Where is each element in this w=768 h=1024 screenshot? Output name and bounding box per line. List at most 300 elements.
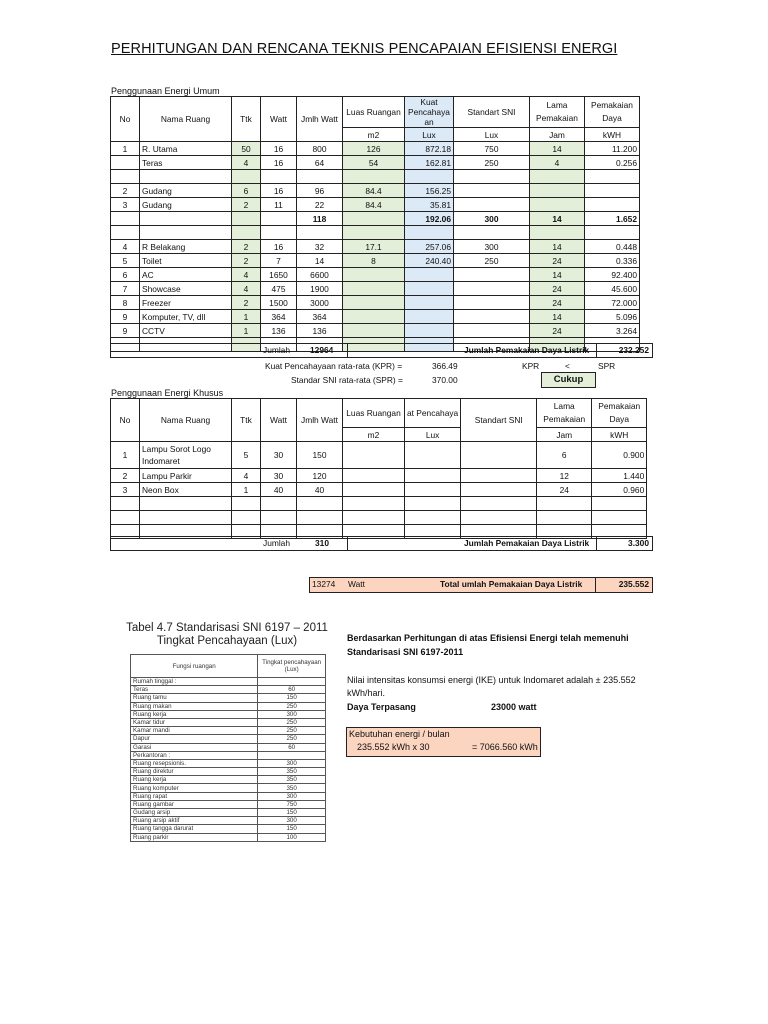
table-row — [111, 324, 640, 338]
ref-cell: 250 — [258, 702, 326, 710]
table-cell: 0.256 — [585, 156, 640, 170]
ref-cell: Ruang parkir — [131, 833, 258, 841]
table-cell — [140, 497, 232, 511]
header-lama: Lama Pemakaian — [537, 399, 592, 428]
table-cell — [297, 497, 343, 511]
ref-title: Tabel 4.7 Standarisasi SNI 6197 – 2011 Tingkat Pencahayaan (Lux) — [126, 622, 328, 647]
table-cell: 4 — [530, 156, 585, 170]
divider — [596, 536, 597, 550]
ref-cell — [258, 751, 326, 759]
kebutuhan-calc: 235.552 kWh x 30 — [357, 742, 430, 752]
table-cell — [461, 469, 537, 483]
ref-header-fungsi: Fungsi ruangan — [131, 655, 258, 678]
jumlah-label: Jumlah — [263, 345, 290, 355]
kpr-label: Kuat Pencahayaan rata-rata (KPR) = — [265, 361, 403, 371]
table-row — [111, 198, 640, 212]
table-cell: 1 — [111, 142, 140, 156]
table-cell — [140, 170, 232, 184]
ref-row — [131, 817, 326, 825]
header-nama-ruang: Nama Ruang — [140, 97, 232, 142]
table-cell — [454, 296, 530, 310]
header-nama-ruang: Nama Ruang — [140, 399, 232, 442]
ref-cell: Ruang direktur — [131, 768, 258, 776]
table-cell — [261, 497, 297, 511]
table-row — [111, 226, 640, 240]
unit-kwh: kWH — [585, 128, 640, 142]
table-cell — [405, 226, 454, 240]
table-row — [111, 282, 640, 296]
table-cell: 4 — [111, 240, 140, 254]
table-cell — [232, 511, 261, 525]
table-cell — [405, 483, 461, 497]
table-cell — [537, 511, 592, 525]
table-cell: Teras — [140, 156, 232, 170]
divider — [347, 536, 348, 550]
table-row — [111, 142, 640, 156]
table-cell — [111, 156, 140, 170]
table-cell — [405, 310, 454, 324]
table-cell — [405, 296, 454, 310]
table-cell: 14 — [530, 268, 585, 282]
table-cell — [405, 324, 454, 338]
jumlah-daya-value: 232.252 — [618, 345, 649, 355]
table-cell: 126 — [343, 142, 405, 156]
header-kuat: Kuat Pencahaya an — [405, 97, 454, 128]
table-cell: 4 — [232, 469, 261, 483]
kebutuhan-result: = 7066.560 kWh — [472, 742, 538, 752]
table-cell: 3 — [111, 198, 140, 212]
table-cell: 22 — [297, 198, 343, 212]
spr-label: Standar SNI rata-rata (SPR) = — [291, 375, 403, 385]
table-cell: 14 — [530, 310, 585, 324]
ref-cell: 300 — [258, 792, 326, 800]
table-cell: 14 — [297, 254, 343, 268]
table-cell — [592, 511, 647, 525]
unit-m2: m2 — [343, 428, 405, 442]
total-label: Total umlah Pemakaian Daya Listrik — [440, 579, 583, 589]
header-luas: Luas Ruangan — [343, 97, 405, 128]
table-cell — [454, 170, 530, 184]
table-cell: 0.900 — [592, 442, 647, 469]
jumlah-daya-label: Jumlah Pemakaian Daya Listrik — [464, 345, 590, 355]
sni-reference-image — [118, 622, 336, 854]
header-no: No — [111, 97, 140, 142]
table-cell: 3.264 — [585, 324, 640, 338]
spr-value: 370.00 — [432, 375, 458, 385]
table-cell: Toilet — [140, 254, 232, 268]
table-cell: 2 — [232, 254, 261, 268]
ref-cell: 300 — [258, 759, 326, 767]
jumlah-khusus-row — [110, 536, 653, 551]
ref-cell: 150 — [258, 809, 326, 817]
ref-cell: Perkantoran : — [131, 751, 258, 759]
table-cell: 156.25 — [405, 184, 454, 198]
header-pemakaian: Pemakaian Daya — [585, 97, 640, 128]
table-cell: 300 — [454, 212, 530, 226]
unit-lux: Lux — [405, 428, 461, 442]
table-cell: 2 — [111, 184, 140, 198]
table-cell — [232, 226, 261, 240]
total-value: 235.552 — [618, 579, 649, 589]
header-ttk: Ttk — [232, 97, 261, 142]
table-cell: 16 — [261, 240, 297, 254]
table-cell: 8 — [111, 296, 140, 310]
table-row — [111, 254, 640, 268]
table-cell — [140, 212, 232, 226]
table-cell: 257.06 — [405, 240, 454, 254]
table-cell — [585, 184, 640, 198]
ref-cell: 350 — [258, 768, 326, 776]
table-cell — [261, 170, 297, 184]
table-cell: Neon Box — [140, 483, 232, 497]
ref-cell: Ruang kerja — [131, 710, 258, 718]
table-cell: 118 — [297, 212, 343, 226]
table-cell — [405, 442, 461, 469]
table-cell — [461, 483, 537, 497]
jumlah-watt-value: 310 — [315, 538, 329, 548]
unit-jam: Jam — [537, 428, 592, 442]
table-cell — [454, 268, 530, 282]
table-cell: 14 — [530, 240, 585, 254]
ref-cell: Ruang kerja — [131, 776, 258, 784]
total-watt: 13274 — [312, 579, 336, 589]
table-row — [111, 483, 647, 497]
table-cell: 84.4 — [343, 198, 405, 212]
table-row — [111, 240, 640, 254]
table-cell: CCTV — [140, 324, 232, 338]
table-cell: Freezer — [140, 296, 232, 310]
table-cell — [111, 511, 140, 525]
header-watt: Watt — [261, 399, 297, 442]
table-cell: 800 — [297, 142, 343, 156]
table-cell: R Belakang — [140, 240, 232, 254]
table-cell: 1 — [111, 442, 140, 469]
table-cell: 14 — [530, 212, 585, 226]
ref-cell: Ruang makan — [131, 702, 258, 710]
ref-cell: 100 — [258, 833, 326, 841]
ref-cell: Rumah tinggal : — [131, 678, 258, 686]
table-cell: 240.40 — [405, 254, 454, 268]
ref-cell: 250 — [258, 727, 326, 735]
ref-cell: 60 — [258, 686, 326, 694]
kpr-symbol: KPR — [522, 361, 540, 371]
ref-row — [131, 727, 326, 735]
table-cell: 16 — [261, 142, 297, 156]
ref-row — [131, 792, 326, 800]
table-cell: 300 — [454, 240, 530, 254]
unit-kwh: kWH — [592, 428, 647, 442]
ref-row — [131, 809, 326, 817]
table-cell: 150 — [297, 442, 343, 469]
ref-row — [131, 743, 326, 751]
table-cell: 250 — [454, 254, 530, 268]
table-cell: Lampu Sorot Logo Indomaret — [140, 442, 232, 469]
table-cell: 2 — [232, 296, 261, 310]
table-cell: 1500 — [261, 296, 297, 310]
table-cell: 6600 — [297, 268, 343, 282]
header-kuat: at Pencahaya — [405, 399, 461, 428]
table-cell — [405, 511, 461, 525]
table-cell — [343, 324, 405, 338]
table-cell: 1 — [232, 310, 261, 324]
table-cell: 192.06 — [405, 212, 454, 226]
header-no: No — [111, 399, 140, 442]
note-line4: kWh/hari. — [347, 688, 386, 698]
kebutuhan-label: Kebutuhan energi / bulan — [349, 729, 450, 739]
table-cell — [530, 198, 585, 212]
table-cell: AC — [140, 268, 232, 282]
table-row — [111, 296, 640, 310]
table-row — [111, 212, 640, 226]
ref-cell: Kamar tidur — [131, 718, 258, 726]
table-cell: 136 — [261, 324, 297, 338]
total-watt-unit: Watt — [348, 579, 365, 589]
table-cell: 750 — [454, 142, 530, 156]
table-cell: 30 — [261, 442, 297, 469]
daya-terpasang-label: Daya Terpasang — [347, 702, 416, 712]
table-cell: 136 — [297, 324, 343, 338]
jumlah-daya-value: 3.300 — [628, 538, 649, 548]
ref-row — [131, 718, 326, 726]
ref-row — [131, 678, 326, 686]
ref-table — [130, 654, 326, 842]
kpr-value: 366.49 — [432, 361, 458, 371]
ref-cell: 350 — [258, 784, 326, 792]
table-cell: R. Utama — [140, 142, 232, 156]
table-cell — [461, 497, 537, 511]
ref-cell: 750 — [258, 800, 326, 808]
table-cell: 84.4 — [343, 184, 405, 198]
table-cell: 2 — [232, 240, 261, 254]
table-cell: 11.200 — [585, 142, 640, 156]
table-cell: 24 — [530, 254, 585, 268]
table-cell: 54 — [343, 156, 405, 170]
ref-cell: 60 — [258, 743, 326, 751]
total-row — [309, 577, 653, 593]
table-cell — [405, 268, 454, 282]
ref-header-tingkat: Tingkat pencahayaan (Lux) — [258, 655, 326, 678]
table-cell — [343, 483, 405, 497]
table-cell: 2 — [232, 198, 261, 212]
table-cell — [530, 170, 585, 184]
table-cell — [111, 212, 140, 226]
table-cell — [454, 310, 530, 324]
table-cell — [343, 170, 405, 184]
ref-cell: Garasi — [131, 743, 258, 751]
table-cell — [343, 310, 405, 324]
table-cell: 4 — [232, 282, 261, 296]
ref-cell: 250 — [258, 735, 326, 743]
ref-row — [131, 776, 326, 784]
table-row — [111, 469, 647, 483]
table-cell: 17.1 — [343, 240, 405, 254]
table-cell — [261, 212, 297, 226]
jumlah-umum-row — [110, 343, 653, 358]
table-cell: 2 — [111, 469, 140, 483]
section-umum-label: Penggunaan Energi Umum — [111, 86, 220, 96]
ref-cell: Ruang tangga darurat — [131, 825, 258, 833]
table-cell — [405, 170, 454, 184]
table-cell: 92.400 — [585, 268, 640, 282]
ref-cell: Dapur — [131, 735, 258, 743]
table-cell: 5 — [232, 442, 261, 469]
header-luas: Luas Ruangan — [343, 399, 405, 428]
note-line2: Standarisasi SNI 6197-2011 — [347, 647, 464, 657]
table-cell: 7 — [111, 282, 140, 296]
table-cell: 16 — [261, 156, 297, 170]
table-cell — [343, 442, 405, 469]
ref-cell: Ruang rapat — [131, 792, 258, 800]
table-cell: 0.448 — [585, 240, 640, 254]
note-line3: Nilai intensitas konsumsi energi (IKE) untuk Indomaret adalah ± 235.552 — [347, 675, 636, 685]
table-cell — [261, 226, 297, 240]
ref-cell: 250 — [258, 718, 326, 726]
section-khusus-label: Penggunaan Energi Khusus — [111, 388, 224, 398]
table-cell: 1650 — [261, 268, 297, 282]
table-cell — [461, 511, 537, 525]
table-cell: 9 — [111, 324, 140, 338]
divider — [596, 343, 597, 357]
table-cell: 4 — [232, 268, 261, 282]
ref-cell: 300 — [258, 710, 326, 718]
ref-row — [131, 751, 326, 759]
table-cell: 0.336 — [585, 254, 640, 268]
table-cell: 24 — [530, 296, 585, 310]
table-cell: 1.440 — [592, 469, 647, 483]
kebutuhan-box — [346, 727, 541, 757]
table-cell: 872.18 — [405, 142, 454, 156]
unit-lux-sni: Lux — [454, 128, 530, 142]
table-cell — [530, 226, 585, 240]
table-cell: 30 — [261, 469, 297, 483]
table-cell: 1 — [232, 324, 261, 338]
header-sni: Standart SNI — [461, 399, 537, 442]
table-row — [111, 268, 640, 282]
ref-row — [131, 833, 326, 841]
table-cell: 72.000 — [585, 296, 640, 310]
table-cell: 5 — [111, 254, 140, 268]
table-cell: Komputer, TV, dll — [140, 310, 232, 324]
table-cell — [454, 198, 530, 212]
daya-terpasang-value: 23000 watt — [491, 702, 537, 712]
table-row — [111, 170, 640, 184]
ref-cell: 150 — [258, 694, 326, 702]
table-cell: 1 — [232, 483, 261, 497]
table-cell: 40 — [261, 483, 297, 497]
table-cell — [343, 469, 405, 483]
energy-general-table — [110, 96, 640, 352]
table-cell: 14 — [530, 142, 585, 156]
table-cell — [343, 511, 405, 525]
table-cell: 12 — [537, 469, 592, 483]
table-cell — [140, 226, 232, 240]
unit-lux: Lux — [405, 128, 454, 142]
ref-cell: Ruang komputer — [131, 784, 258, 792]
header-pemakaian: Pemakaian Daya — [592, 399, 647, 428]
ref-cell: Gudang arsip — [131, 809, 258, 817]
table-cell — [585, 170, 640, 184]
header-jmlh-watt: Jmlh Watt — [297, 97, 343, 142]
table-cell — [111, 497, 140, 511]
table-cell — [585, 198, 640, 212]
table-row — [111, 156, 640, 170]
ref-row — [131, 686, 326, 694]
table-cell — [454, 324, 530, 338]
table-cell — [232, 212, 261, 226]
header-ttk: Ttk — [232, 399, 261, 442]
table-cell: 24 — [530, 324, 585, 338]
table-cell — [297, 226, 343, 240]
spr-symbol: SPR — [598, 361, 616, 371]
table-cell: 4 — [232, 156, 261, 170]
table-cell — [232, 497, 261, 511]
table-cell — [111, 226, 140, 240]
header-sni: Standart SNI — [454, 97, 530, 128]
table-cell — [343, 212, 405, 226]
table-cell: Gudang — [140, 184, 232, 198]
jumlah-watt-value: 12964 — [310, 345, 334, 355]
table-cell — [343, 497, 405, 511]
table-cell — [343, 282, 405, 296]
ref-row — [131, 825, 326, 833]
unit-jam: Jam — [530, 128, 585, 142]
jumlah-label: Jumlah — [263, 538, 290, 548]
table-cell: 364 — [261, 310, 297, 324]
table-cell: 9 — [111, 310, 140, 324]
ref-cell: Ruang gambar — [131, 800, 258, 808]
table-cell — [343, 268, 405, 282]
divider — [347, 343, 348, 357]
ref-cell: Kamar mandi — [131, 727, 258, 735]
result-badge: Cukup — [541, 372, 596, 388]
header-jmlh-watt: Jmlh Watt — [297, 399, 343, 442]
ref-cell: 300 — [258, 817, 326, 825]
table-cell: 1.652 — [585, 212, 640, 226]
table-cell: 35.81 — [405, 198, 454, 212]
table-cell: 6 — [111, 268, 140, 282]
table-cell: 1900 — [297, 282, 343, 296]
table-cell: 250 — [454, 156, 530, 170]
ref-row — [131, 710, 326, 718]
table-cell — [405, 282, 454, 296]
table-cell — [585, 226, 640, 240]
energy-special-table — [110, 398, 647, 539]
table-cell: 50 — [232, 142, 261, 156]
ref-row — [131, 735, 326, 743]
table-cell: 5.096 — [585, 310, 640, 324]
table-cell: 6 — [232, 184, 261, 198]
table-cell — [454, 226, 530, 240]
table-cell — [297, 511, 343, 525]
table-cell: Lampu Parkir — [140, 469, 232, 483]
table-cell: 3000 — [297, 296, 343, 310]
table-cell: 7 — [261, 254, 297, 268]
table-cell — [405, 469, 461, 483]
ref-row — [131, 784, 326, 792]
ref-cell: Ruang resepsionis. — [131, 759, 258, 767]
table-cell — [592, 497, 647, 511]
ref-cell: 150 — [258, 825, 326, 833]
table-cell — [454, 282, 530, 296]
table-row — [111, 184, 640, 198]
unit-m2: m2 — [343, 128, 405, 142]
table-cell — [343, 296, 405, 310]
comparison-symbol: < — [565, 361, 570, 371]
table-cell — [111, 170, 140, 184]
ref-cell: 350 — [258, 776, 326, 784]
table-row — [111, 310, 640, 324]
table-cell — [140, 511, 232, 525]
